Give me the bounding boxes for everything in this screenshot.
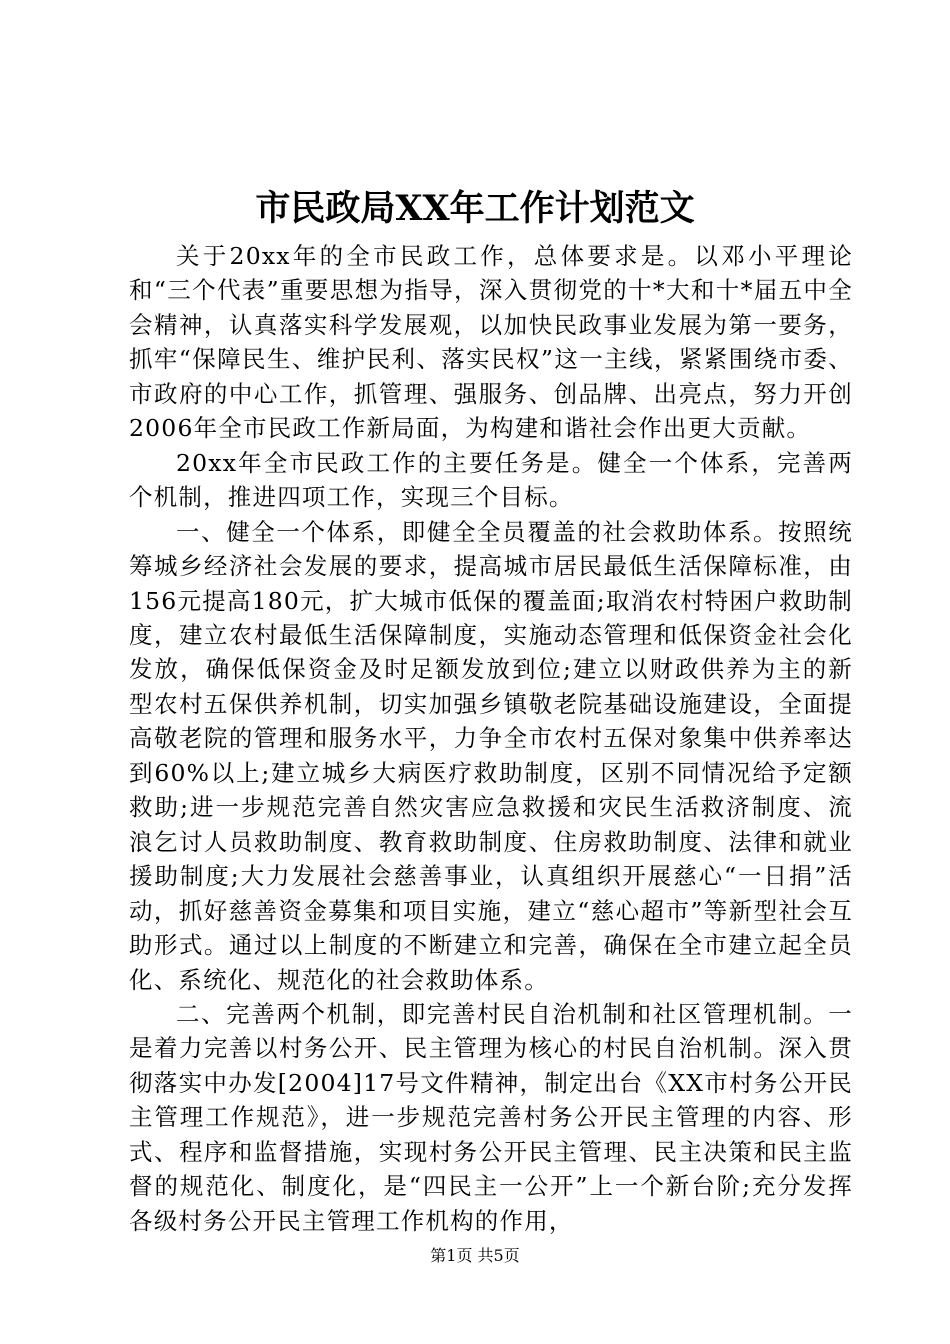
document-title: 市民政局XX年工作计划范文 bbox=[255, 188, 695, 229]
paragraph-overall-requirements: 关于20xx年的全市民政工作，总体要求是。以邓小平理论和“三个代表”重要思想为指导，深入贯彻党的十*大和十*届五中全会精神，认真落实科学发展观，以加快民政事业发展为第一要务，抓牢“保障民生、维护民利、落实民权”这一主线，紧紧围绕市委、市政府的中心工作，抓管理、强服务、创品牌、出亮点，努力开创2006年全市民政工作新局面，为构建和谐社会作出更大贡献。 bbox=[129, 242, 853, 443]
paragraph-main-tasks: 20xx年全市民政工作的主要任务是。健全一个体系，完善两个机制，推进四项工作，实现三个目标。 bbox=[129, 448, 853, 512]
paragraph-social-assistance-system: 一、健全一个体系，即健全全员覆盖的社会救助体系。按照统筹城乡经济社会发展的要求，提高城市居民最低生活保障标准，由156元提高180元，扩大城市低保的覆盖面;取消农村特困户救助制度，建立农村最低生活保障制度，实施动态管理和低保资金社会化发放，确保低保资金及时足额发放到位;建立以财政供养为主的新型农村五保供养机制，切实加强乡镇敬老院基础设施建设，全面提高敬老院的管理和服务水平，力争全市农村五保对象集中供养率达到60%以上;建立城乡大病医疗救助制度，区别不同情况给予定额救助;进一步规范完善自然灾害应急救援和灾民生活救济制度、流浪乞讨人员救助制度、教育救助制度、住房救助制度、法律和就业援助制度;大力发展社会慈善事业，认真组织开展慈心“一日捐”活动，抓好慈善资金募集和项目实施，建立“慈心超市”等新型社会互助形式。通过以上制度的不断建立和完善，确保在全市建立起全员化、系统化、规范化的社会救助体系。 bbox=[129, 517, 853, 994]
document-body bbox=[129, 239, 853, 1238]
paragraph-two-mechanisms: 二、完善两个机制，即完善村民自治机制和社区管理机制。一是着力完善以村务公开、民主管理为核心的村民自治机制。深入贯彻落实中办发[2004]17号文件精神，制定出台《XX市村务公开民主管理工作规范》，进一步规范完善村务公开民主管理的内容、形式、程序和监督措施，实现村务公开民主管理、民主决策和民主监督的规范化、制度化，是“四民主一公开”上一个新台阶;充分发挥各级村务公开民主管理工作机构的作用， bbox=[129, 999, 853, 1235]
page-footer: 第1页 共5页 bbox=[430, 1246, 520, 1265]
